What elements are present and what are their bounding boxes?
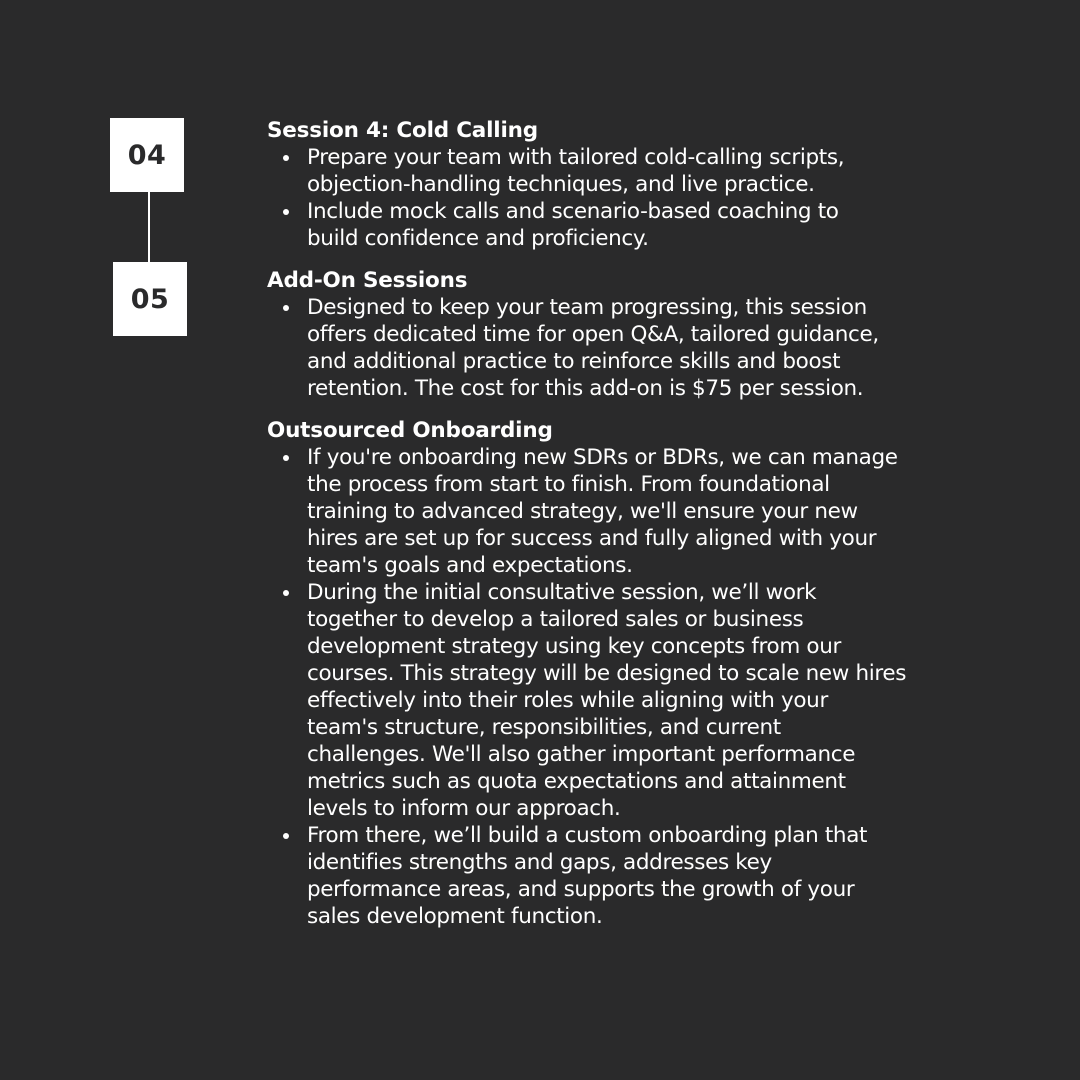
section-title-add-on-sessions: Add-On Sessions [267, 268, 468, 293]
bullet-item: During the initial consultative session, we’ll work together to develop a tailored sales or business development strategy using key concepts from our courses. This strategy will be designed to scale new hires effectively into their roles while aligning with your team's structure, responsibilities, and current challenges. We'll also gather important performance metrics such as quota expectations and attainment levels to inform our approach. [267, 579, 977, 822]
section-add-on-sessions [267, 267, 977, 402]
section-title-outsourced-onboarding: Outsourced Onboarding [267, 418, 553, 443]
step-number-05: 05 [113, 262, 187, 336]
bullet-item: If you're onboarding new SDRs or BDRs, we can manage the process from start to finish. From foundational training to advanced strategy, we'll ensure your new hires are set up for success and fully aligned with your team's goals and expectations. [267, 444, 977, 579]
bullet-item: Include mock calls and scenario-based coaching to build confidence and proficiency. [267, 198, 977, 252]
bullet-list-add-on-sessions [267, 294, 977, 402]
bullet-item: Prepare your team with tailored cold-calling scripts, objection-handling techniques, and live practice. [267, 144, 977, 198]
content-column [267, 117, 977, 945]
bullet-item: Designed to keep your team progressing, this session offers dedicated time for open Q&A, tailored guidance, and additional practice to reinforce skills and boost retention. The cost for this add-on is $75 per session. [267, 294, 977, 402]
section-cold-calling [267, 117, 977, 252]
step-connector-line [148, 192, 150, 262]
step-number-04: 04 [110, 118, 184, 192]
bullet-list-cold-calling [267, 144, 977, 252]
section-title-cold-calling: Session 4: Cold Calling [267, 118, 538, 143]
section-outsourced-onboarding [267, 417, 977, 930]
bullet-item: From there, we’ll build a custom onboarding plan that identifies strengths and gaps, addresses key performance areas, and supports the growth of your sales development function. [267, 822, 977, 930]
bullet-list-outsourced-onboarding [267, 444, 977, 930]
